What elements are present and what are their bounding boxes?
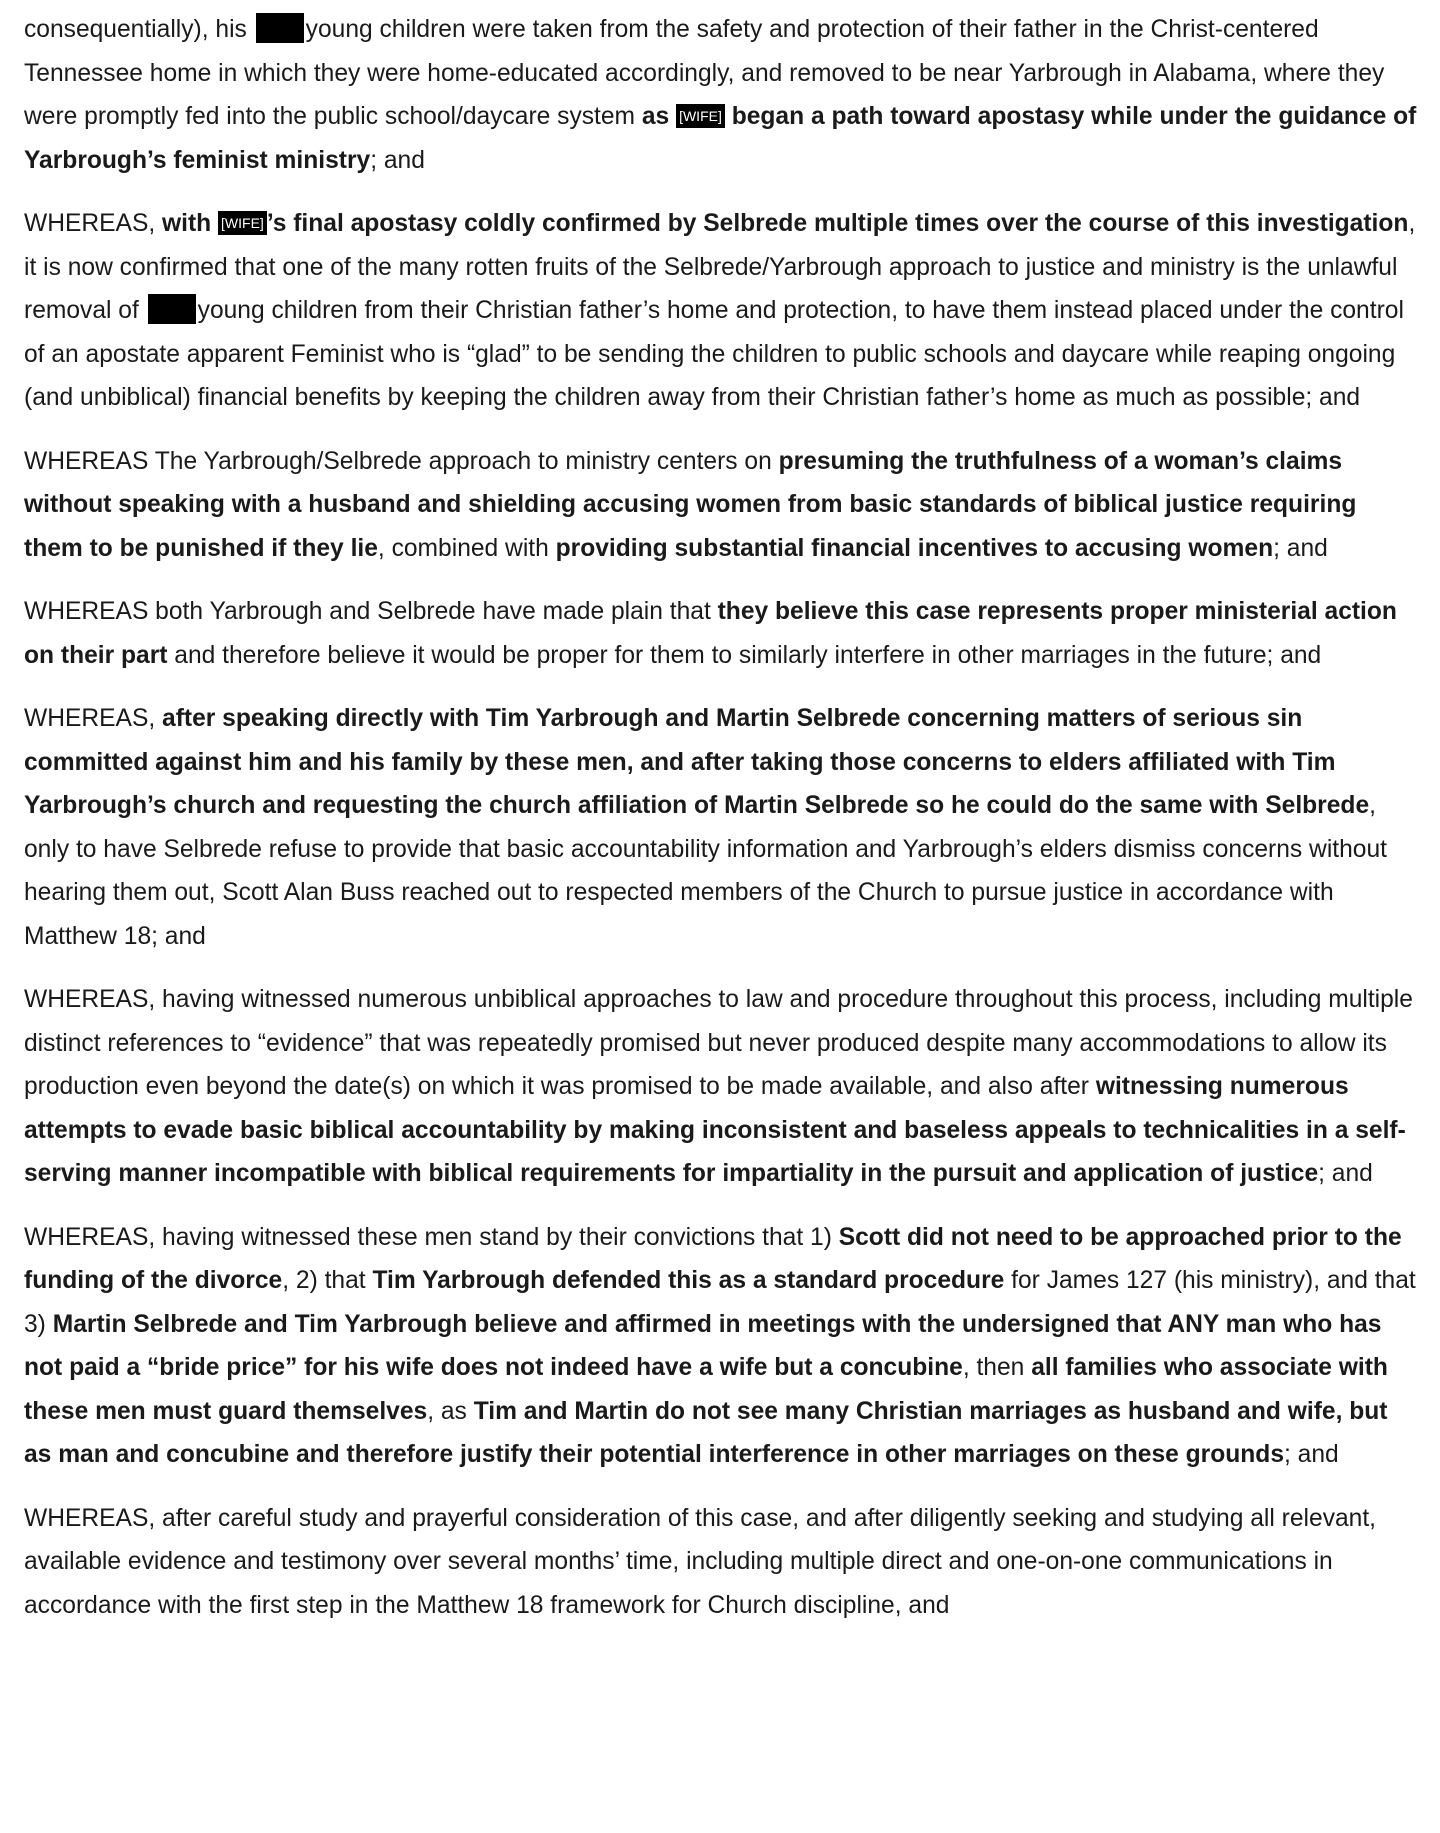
body-text: consequentially), his — [24, 16, 254, 43]
body-text: ; and — [1318, 1160, 1373, 1187]
body-text: WHEREAS, — [24, 210, 163, 237]
redaction-block — [148, 294, 196, 324]
body-text: young children from their Christian father’s home and protection, to have them instead placed under the control of an apostate apparent Feminist who is “glad” to be sending the children to public schools and daycare while reaping ongoing (and unbiblical) financial benefits by keeping the children away from their Christian father’s home as much as possible; and — [24, 297, 1404, 411]
bold-text: ’s final apostasy coldly confirmed by Selbrede multiple times over the course of this investigation — [266, 210, 1409, 237]
body-text: , it is now confirmed that one of the many rotten fruits of the Selbrede/Yarbrough approach to justice and ministry is the unlawful removal of — [24, 210, 1416, 324]
bold-text: they believe this case represents proper ministerial action on their part — [24, 598, 1397, 669]
bold-text: Martin Selbrede and Tim Yarbrough believe and affirmed in meetings with the undersigned that ANY man who has not paid a “bride price” for his wife does not indeed have a wife but a concubine — [24, 1310, 1382, 1381]
body-text: ; and — [1284, 1441, 1339, 1468]
paragraph — [24, 590, 1420, 677]
paragraph — [24, 978, 1420, 1196]
body-text: , only to have Selbrede refuse to provide that basic accountability information and Yarbrough’s elders dismiss concerns without hearing them out, Scott Alan Buss reached out to respected members of the Church to pursue justice in accordance with Matthew 18; and — [24, 792, 1387, 950]
redaction-block — [256, 13, 304, 43]
redaction-tag: [WIFE] — [218, 211, 267, 235]
body-text: , as — [427, 1397, 474, 1425]
body-text: , then — [962, 1354, 1032, 1381]
bold-text: Tim Yarbrough defended this as a standard procedure — [372, 1267, 1005, 1294]
body-text: , 2) that — [282, 1267, 373, 1294]
paragraph — [24, 8, 1420, 182]
bold-text: began a path toward apostasy while under the guidance of Yarbrough’s feminist ministry — [24, 103, 1417, 174]
paragraph — [24, 697, 1420, 958]
body-text: WHEREAS, after careful study and prayerful consideration of this case, and after diligently seeking and studying all relevant, available evidence and testimony over several months’ time, including multiple direct and one-on-one communications in accordance with the first step in the Matthew 18 framework for Church discipline, and — [24, 1504, 1377, 1619]
bold-text: after speaking directly with Tim Yarbrough and Martin Selbrede concerning matters of serious sin committed against him and his family by these men, and after taking those concerns to elders affiliated with Tim Yarbrough’s church and requesting the church affiliation of Martin Selbrede so he could do the same with Selbrede — [24, 705, 1370, 819]
body-text: and therefore believe it would be proper for them to similarly interfere in other marriages in the future; and — [167, 641, 1322, 669]
body-text: WHEREAS, having witnessed these men stand by their convictions that 1) — [24, 1223, 839, 1251]
redaction-tag: [WIFE] — [676, 104, 725, 128]
bold-text: providing substantial financial incentives to accusing women — [555, 534, 1274, 562]
paragraph — [24, 1216, 1420, 1477]
bold-text: as — [641, 103, 677, 130]
paragraph — [24, 202, 1420, 420]
paragraph — [24, 1497, 1420, 1628]
bold-text: witnessing numerous attempts to evade basic biblical accountability by making inconsistent and baseless appeals to technicalities in a self-serving manner incompatible with biblical requirements for impartiality in the pursuit and application of justice — [24, 1073, 1406, 1187]
body-text: WHEREAS The Yarbrough/Selbrede approach to ministry centers on — [24, 447, 779, 475]
paragraph — [24, 440, 1420, 571]
body-text: ; and — [370, 146, 425, 174]
body-text: young children were taken from the safety and protection of their father in the Christ-centered Tennessee home in which they were home-educated accordingly, and removed to be near Yarbrough in Alabama, where they were promptly fed into the public school/daycare system — [24, 16, 1385, 130]
body-text: WHEREAS, having witnessed numerous unbiblical approaches to law and procedure throughout this process, including multiple distinct references to “evidence” that was repeatedly promised but never produced despite many accommodations to allow its production even beyond the date(s) on which it was promised to be made available, and also after — [24, 986, 1413, 1100]
body-text: WHEREAS both Yarbrough and Selbrede have made plain that — [24, 598, 718, 625]
body-text: , combined with — [377, 534, 556, 562]
body-text: WHEREAS, — [24, 705, 163, 732]
bold-text: all families who associate with these men must guard themselves — [24, 1354, 1388, 1425]
bold-text: presuming the truthfulness of a woman’s claims without speaking with a husband and shielding accusing women from basic standards of biblical justice requiring them to be punished if they lie — [24, 447, 1357, 562]
bold-text: Tim and Martin do not see many Christian marriages as husband and wife, but as man and concubine and therefore justify their potential interference in other marriages on these grounds — [24, 1397, 1388, 1468]
bold-text: with — [162, 210, 219, 237]
bold-text: Scott did not need to be approached prior to the funding of the divorce — [24, 1223, 1402, 1294]
body-text: ; and — [1273, 534, 1328, 562]
body-text: for James 127 (his ministry), and that 3) — [24, 1267, 1416, 1338]
